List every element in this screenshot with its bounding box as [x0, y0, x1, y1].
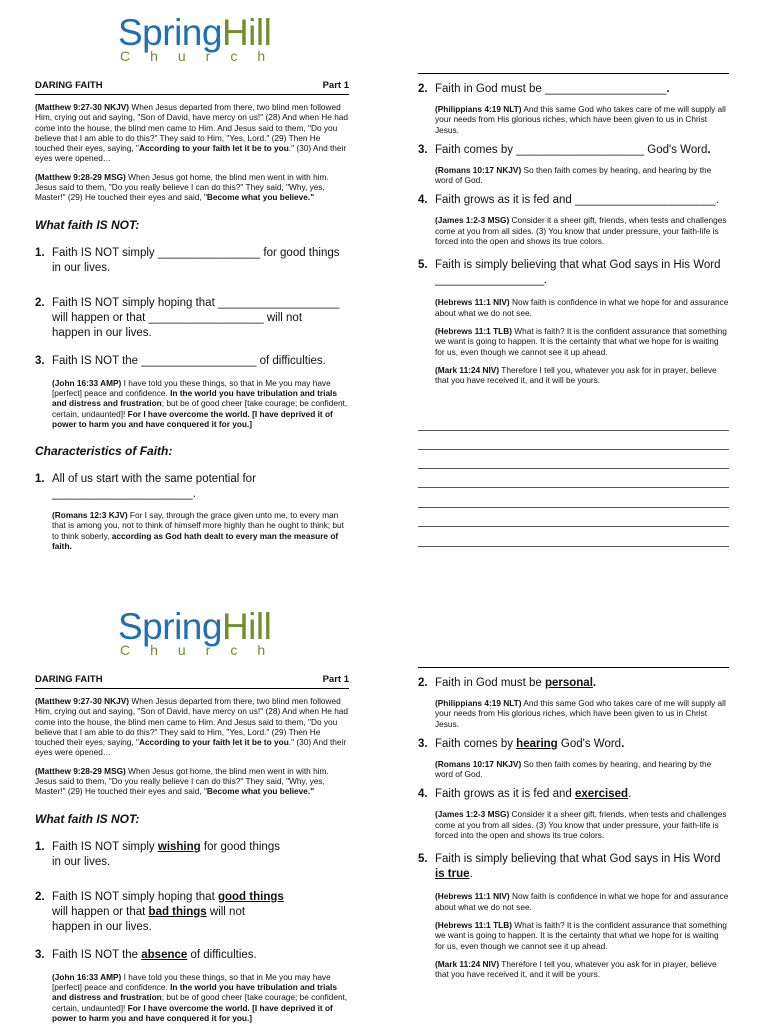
scripture-matthew-msg: (Matthew 9:28-29 MSG) When Jesus got home, the blind men went in with him. Jesus said to them, "Do you really believe I can do this?" They said, "Why, yes, Master!" (29) He touched their eyes and said, "Become what you believe.": [35, 171, 329, 203]
list-item: 2. Faith in God must be ___________________.: [418, 83, 670, 95]
divider-bottom: [418, 667, 729, 668]
scripture-matthew-nkjv: (Matthew 9:27-30 NKJV) When Jesus departed from there, two blind men followed Him, crying out and saying, "Son of David, have mercy on us!" (28) And when He had come into the house, the blind men came to Him. And Jesus said to them, "Do you believe that I am able to do this?" They said to Him, "Yes, Lord." (29) Then He touched their eyes, saying, "According to your faith let it be to you." (30) And their eyes were opened…: [35, 102, 349, 164]
scripture-james: (James 1:2-3 MSG) Consider it a sheer gift, friends, when tests and challenges come at you from all sides. (3) You know that under pressure, your faith-life is forced into the open and shows its true colors.: [435, 215, 727, 247]
scripture-john: (John 16:33 AMP) I have told you these things, so that in Me you may have [perfect] peace and confidence. In the world you have tribulation and trials and distress and frustration; but be of good cheer [take courage; be confident, certain, undaunted]! For I have overcome the world. [I have deprived it of power to harm you and have conquered it for you.]: [52, 377, 348, 429]
notes-line: [418, 526, 729, 527]
page-header: [35, 674, 349, 689]
scripture-mark: (Mark 11:24 NIV) Therefore I tell you, whatever you ask for in prayer, believe that you have received it, and it will be yours.: [435, 364, 717, 386]
scripture-romans-12: (Romans 12:3 KJV) For I say, through the grace given unto me, to every man that is among you, not to think of himself more highly than he ought to think; but to think soberly, according as God hath dealt to every man the measure of faith.: [52, 510, 344, 552]
scripture-hebrews-tlb: (Hebrews 11:1 TLB) What is faith? It is the confident assurance that something we want is going to happen. It is the certainty that what we hope for is waiting for us, even though we cannot see it up ahead.: [435, 919, 727, 951]
logo-church: Church: [120, 48, 286, 64]
part-label: Part 1: [322, 674, 349, 685]
logo-hill: Hill: [221, 12, 272, 53]
list-item: 4. Faith grows as it is fed and exercised.: [418, 788, 632, 801]
scripture-james: (James 1:2-3 MSG) Consider it a sheer gift, friends, when tests and challenges come at you from all sides. (3) You know that under pressure, your faith-life is forced into the open and shows its true colors.: [435, 809, 727, 841]
scripture-romans-10: (Romans 10:17 NKJV) So then faith comes by hearing, and hearing by the word of God.: [435, 758, 712, 780]
logo-spring: Spring: [118, 606, 222, 647]
page-title: DARING FAITH: [35, 80, 103, 91]
list-item: 3. Faith IS NOT the absence of difficulties.: [35, 948, 257, 961]
scripture-matthew-msg: (Matthew 9:28-29 MSG) When Jesus got home, the blind men went in with him. Jesus said to them, "Do you really believe I can do this?" They said, "Why, yes, Master!" (29) He touched their eyes and said, "Become what you believe.": [35, 765, 329, 797]
right-column-bottom: [418, 676, 730, 979]
part-label: Part 1: [322, 80, 349, 91]
list-item: 1. All of us start with the same potential for ______________________.: [35, 473, 256, 501]
logo-bottom: [118, 608, 318, 658]
scripture-mark: (Mark 11:24 NIV) Therefore I tell you, whatever you ask for in prayer, believe that you have received it, and it will be yours.: [435, 958, 717, 980]
notes-line: [418, 546, 729, 547]
section-heading-not: What faith IS NOT:: [35, 217, 140, 232]
scripture-romans-10: (Romans 10:17 NKJV) So then faith comes by hearing, and hearing by the word of God.: [435, 164, 712, 186]
list-item: 4. Faith grows as it is fed and ______________________.: [418, 194, 719, 207]
list-item: 1. Faith IS NOT simply wishing for good things in our lives.: [35, 840, 280, 868]
scripture-philippians: (Philippians 4:19 NLT) And this same God who takes care of me will supply all your needs from His glorious riches, which have been given to us in Christ Jesus.: [435, 698, 726, 729]
page-header: [35, 80, 349, 95]
scripture-philippians: (Philippians 4:19 NLT) And this same God who takes care of me will supply all your needs from His glorious riches, which have been given to us in Christ Jesus.: [435, 104, 726, 135]
right-column-top: [418, 82, 730, 385]
list-item: 5. Faith is simply believing that what God says in His Word _________________.: [418, 259, 721, 287]
logo-spring: Spring: [118, 12, 222, 53]
scripture-hebrews-niv: (Hebrews 11:1 NIV) Now faith is confidence in what we hope for and assurance about what we do not see.: [435, 891, 729, 912]
scripture-hebrews-niv: (Hebrews 11:1 NIV) Now faith is confidence in what we hope for and assurance about what we do not see.: [435, 297, 729, 318]
scripture-matthew-nkjv: (Matthew 9:27-30 NKJV) When Jesus departed from there, two blind men followed Him, crying out and saying, "Son of David, have mercy on us!" (28) And when He had come into the house, the blind men came to Him. And Jesus said to them, "Do you believe that I am able to do this?" They said to Him, "Yes, Lord." (29) Then He touched their eyes, saying, "According to your faith let it be to you." (30) And their eyes were opened…: [35, 696, 349, 758]
list-item: 2. Faith IS NOT simply hoping that ___________________ will happen or that __________________ will not happen in our lives.: [35, 296, 340, 339]
list-item: 2. Faith IS NOT simply hoping that good things will happen or that bad things will not happen in our lives.: [35, 890, 284, 933]
section-heading-not: What faith IS NOT:: [35, 811, 140, 826]
scripture-john: (John 16:33 AMP) I have told you these things, so that in Me you may have [perfect] peace and confidence. In the world you have tribulation and trials and distress and frustration; but be of good cheer [take courage; be confident, certain, undaunted]! For I have overcome the world. [I have deprived it of power to harm you and have conquered it for you.]: [52, 971, 348, 1023]
notes-line: [418, 487, 729, 488]
left-column-top: [35, 80, 349, 551]
left-column-bottom: [35, 674, 349, 1023]
section-heading-characteristics: Characteristics of Faith:: [35, 444, 173, 459]
logo-church: Church: [120, 642, 286, 658]
notes-line: [418, 430, 729, 431]
list-item: 3. Faith IS NOT the __________________ of difficulties.: [35, 354, 326, 367]
notes-line: [418, 507, 729, 508]
notes-line: [418, 468, 729, 469]
list-item: 2. Faith in God must be personal.: [418, 677, 597, 689]
list-item: 3. Faith comes by hearing God's Word.: [418, 737, 625, 750]
list-item: 3. Faith comes by ____________________ God's Word.: [418, 143, 711, 156]
notes-line: [418, 449, 729, 450]
logo-hill: Hill: [221, 606, 272, 647]
list-item: 5. Faith is simply believing that what God says in His Word is true.: [418, 853, 721, 881]
page-title: DARING FAITH: [35, 674, 103, 685]
list-item: 1. Faith IS NOT simply ________________ for good things in our lives.: [35, 246, 340, 274]
scripture-hebrews-tlb: (Hebrews 11:1 TLB) What is faith? It is the confident assurance that something we want is going to happen. It is the certainty that what we hope for is waiting for us, even though we cannot see it up ahead.: [435, 325, 727, 357]
logo-top: [118, 14, 318, 64]
divider-top: [418, 73, 729, 74]
